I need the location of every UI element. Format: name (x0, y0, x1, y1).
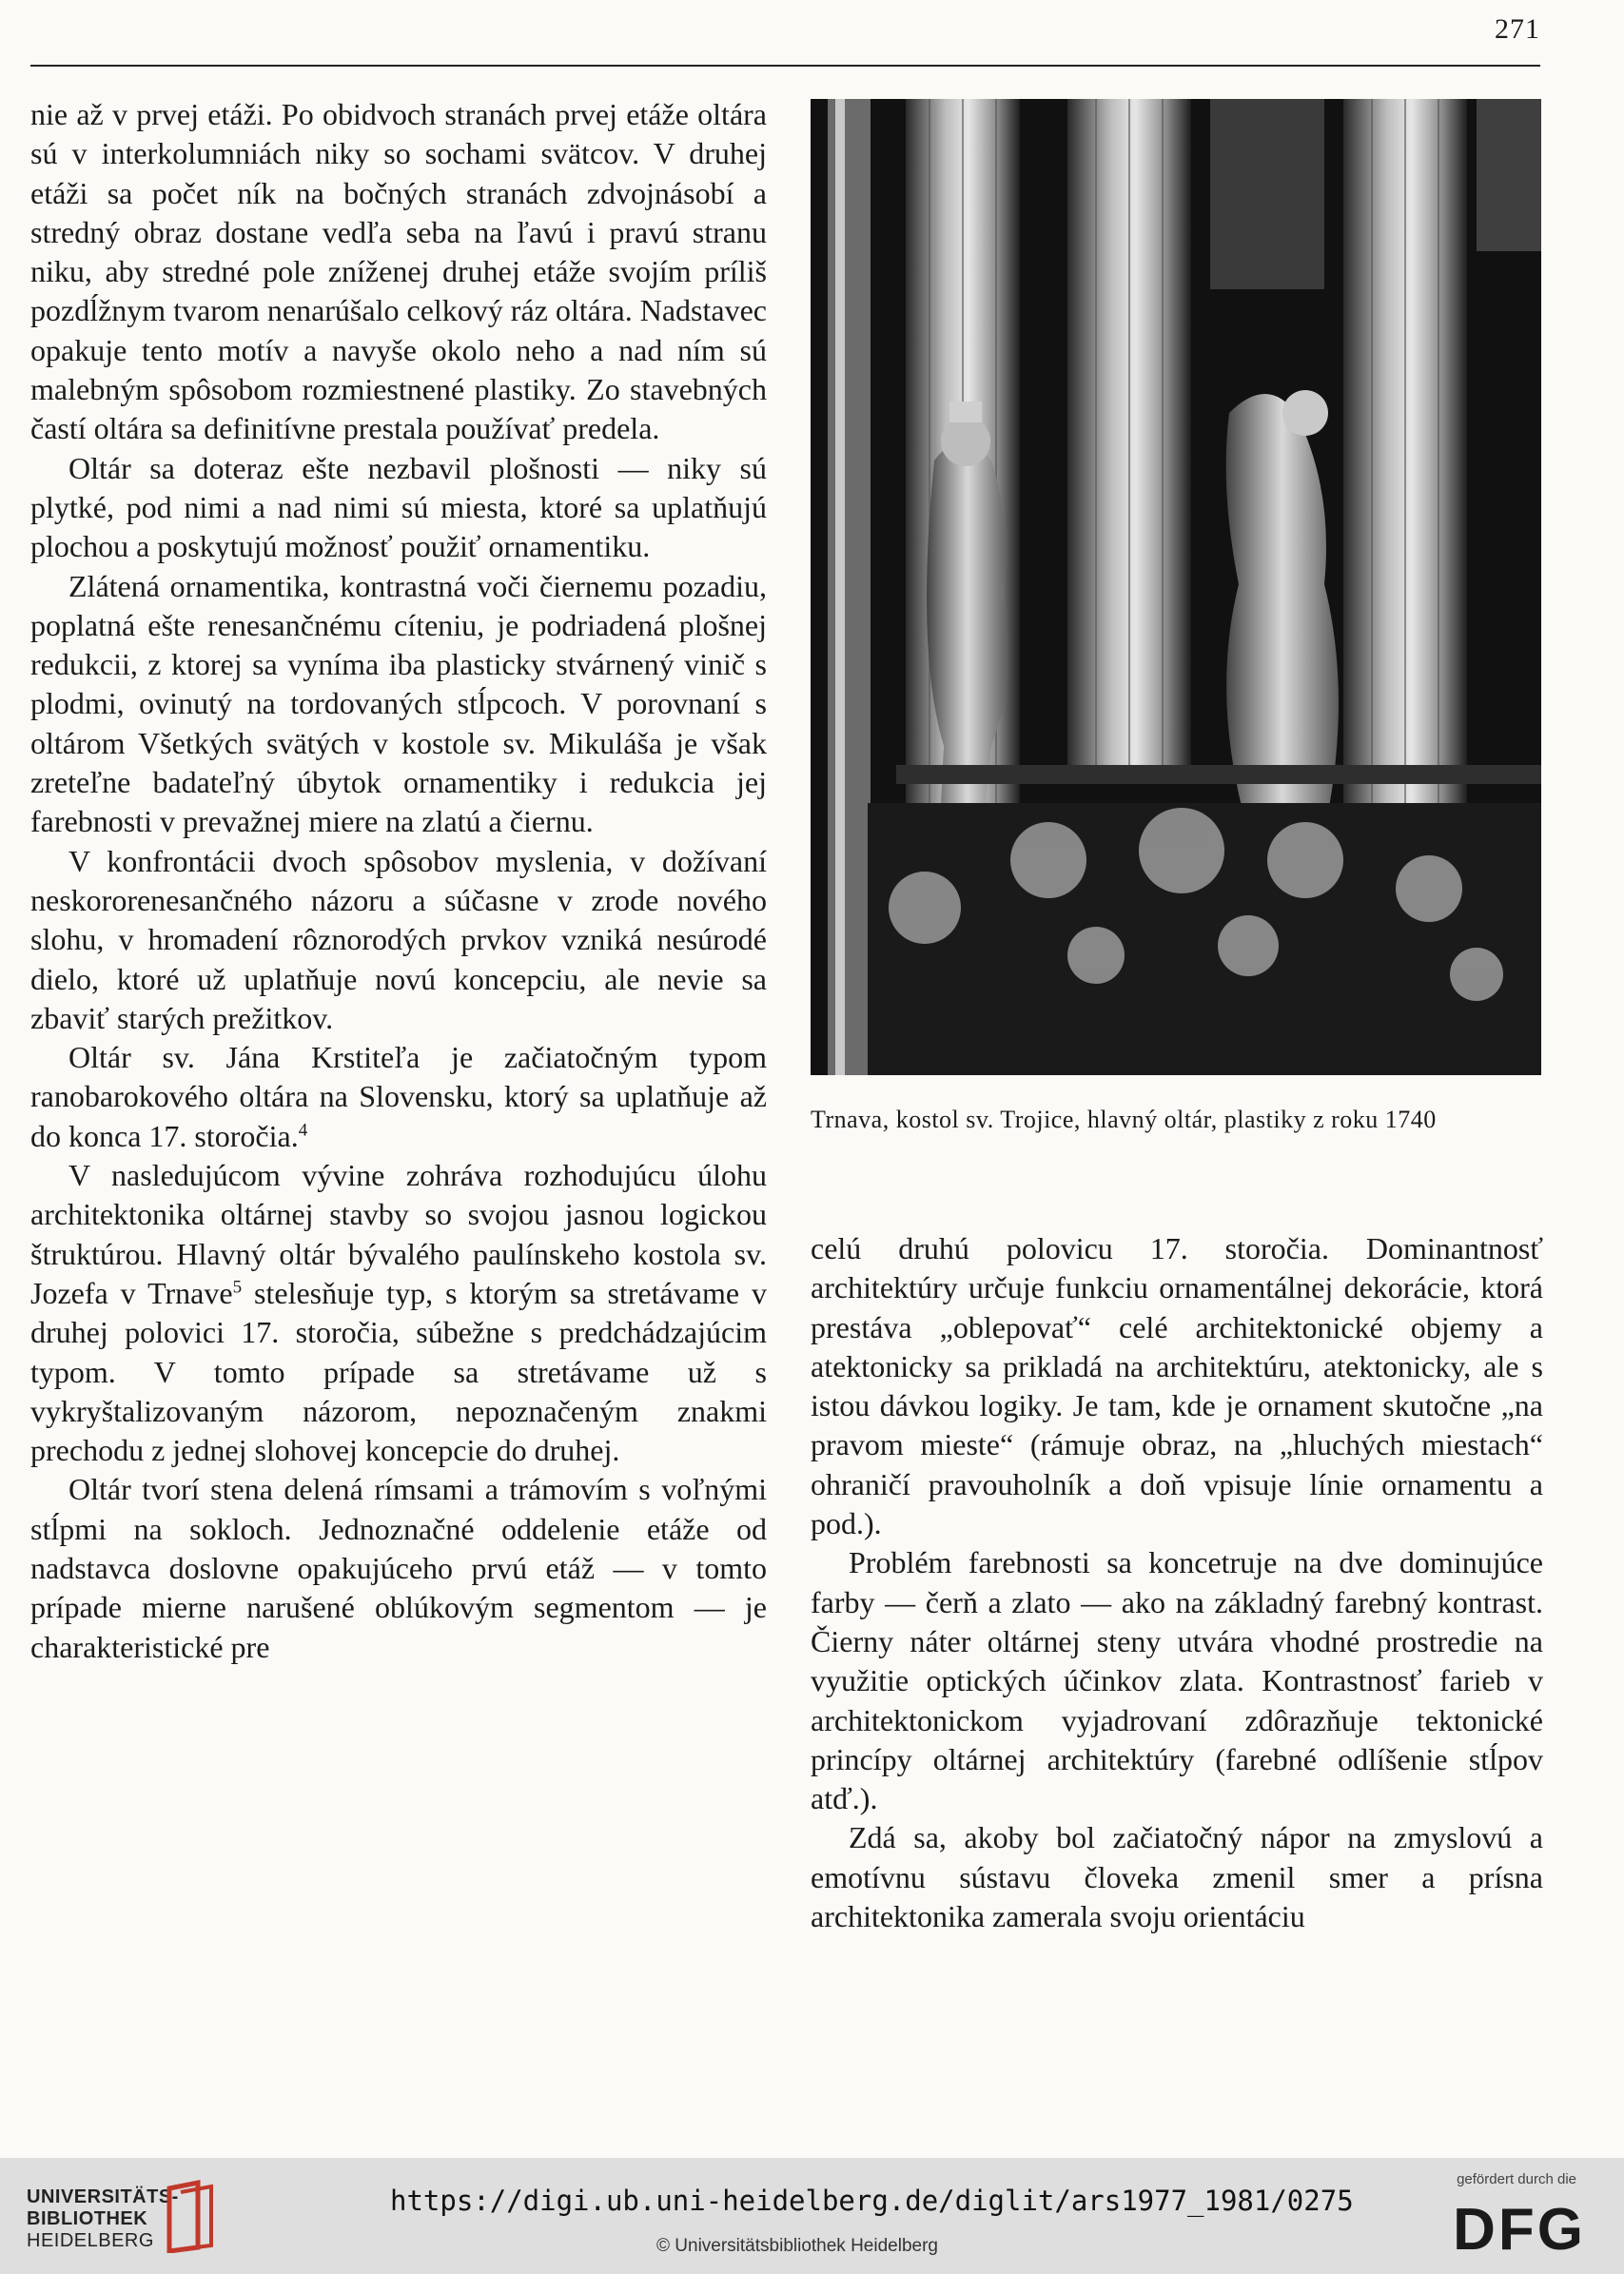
altar-sculptures-photo (811, 99, 1541, 1075)
paragraph: V konfrontácii dvoch spôsobov myslenia, v dožívaní neskororenesančného názoru a súčasne v zrode nového slohu, v hromadení rôznorodých prvkov vzniká nesúrodé dielo, ktoré už uplatňuje novú koncepciu, ale nevie sa zbaviť starých prežitkov. (30, 843, 767, 1035)
permalink-url[interactable]: https://digi.ub.uni-heidelberg.de/diglit/ars1977_1981/0275 (390, 2185, 1354, 2217)
paragraph: Oltár sv. Jána Krstiteľa je začiatočným typom ranobarokového oltára na Slovensku, ktorý sa uplatňuje až do konca 17. storočia.$^4$ (30, 1040, 767, 1153)
paragraph: Problém farebnosti sa koncetruje na dve dominujúce farby — čerň a zlato — ako na základný farebný kontrast. Čierny náter oltárnej steny utvára vhodné prostredie na využitie optických účinkov zlata. Kontrastnosť farieb v architektonickom vyjadrovaní zdôrazňuje tektonické princípy oltárnej architektúry (farebné odlíšenie stĺpov atď.). (811, 1545, 1543, 1816)
photo-caption: Trnava, kostol sv. Trojice, hlavný oltár, plastiky z roku 1740 (811, 1106, 1437, 1133)
footnote-ref: 5 (232, 1277, 243, 1298)
header-rule (30, 65, 1540, 67)
paragraph: Zlátená ornamentika, kontrastná voči čiernemu pozadiu, poplatná ešte renesančnému cíteniu, je podriadená plošnej redukcii, z ktorej sa vyníma iba plasticky stvárnený vinič s plodmi, ovinutý na tordovaných stĺpcoch. V porovnaní s oltárom Všetkých svätých v kostole sv. Mikuláša je však zreteľne badateľný úbytok ornamentiky i redukcia jej farebnosti v prevažnej miere na zlatú a čiernu. (30, 568, 767, 839)
library-logo-icon (162, 2179, 219, 2258)
paragraph: V nasledujúcom vývine zohráva rozhodujúcu úlohu architektonika oltárnej stavby so svojou jasnou logickou štruktúrou. Hlavný oltár bývalého paulínskeho kostola sv. Jozefa v Trnave$^5$ stelesňuje typ, s ktorým sa stretávame v druhej polovici 17. storočia, súbežne s predchádzajúcim typom. V tomto prípade sa stretávame už s vykryštalizovaným názorom, nepoznačeným znakmi prechodu z jednej slohovej koncepcie do druhej. (30, 1158, 768, 1468)
paragraph: nie až v prvej etáži. Po obidvoch stranách prvej etáže oltára sú v interkolumniách niky so sochami svätcov. V druhej etáži sa počet ník na bočných stranách zdvojnásobí a stredný obraz dostane vedľa seba na ľavú i pravú stranu niku, aby stredné pole zníženej druhej etáže svojím príliš pozdĺžnym tvarom nenarúšalo celkový ráz oltára. Nadstavec opakuje tento motív a navyše okolo neho a nad ním sú malebným spôsobom rozmiestnené plastiky. Zo stavebných častí oltára sa definitívne prestala používať predela. (30, 97, 767, 446)
paragraph: Oltár tvorí stena delená rímsami a trámovím s voľnými stĺpmi na sokloch. Jednoznačné oddelenie etáže od nadstavca doslovne opakujúceho prvú etáž — v tomto prípade mierne narušené oblúkovým segmentom — je charakteristické pre (30, 1472, 767, 1664)
library-logo-text[interactable] (27, 2186, 179, 2252)
logo-line: BIBLIOTHEK (27, 2208, 148, 2229)
funding-note: gefördert durch die (1457, 2171, 1576, 2187)
library-footer (0, 2158, 1624, 2274)
page-number: 271 (1495, 13, 1540, 45)
footnote-ref: 4 (298, 1120, 308, 1141)
logo-line: HEIDELBERG (27, 2230, 154, 2251)
logo-line: UNIVERSITÄTS- (27, 2186, 179, 2207)
copyright-notice: © Universitätsbibliothek Heidelberg (656, 2236, 938, 2256)
paragraph: Zdá sa, akoby bol začiatočný nápor na zmyslovú a emotívnu sústavu človeka zmenil smer a prísna architektonika zamerala svoju orientáciu (811, 1820, 1543, 1934)
paragraph: Oltár sa doteraz ešte nezbavil plošnosti — niky sú plytké, pod nimi a nad nimi sú miesta, ktoré sa uplatňujú plochou a poskytujú možnosť použiť ornamentiku. (30, 450, 767, 564)
dfg-logo[interactable]: DFG (1453, 2197, 1586, 2263)
right-text-column (811, 1229, 1543, 1936)
paragraph: celú druhú polovicu 17. storočia. Dominantnosť architektúry určuje funkciu ornamentálnej dekorácie, ktorá prestáva „oblepovať“ celé architektonické objemy a atektonicky sa prikladá na architektúru, atektonicky, ale s istou dávkou logiky. Je tam, kde je ornament skutočne „na pravom mieste“ (rámuje obraz, na „hluchých miestach“ ohraničí pravouholník a doň vpisuje línie ornamentu a pod.). (811, 1231, 1543, 1541)
left-text-column (30, 95, 767, 1667)
